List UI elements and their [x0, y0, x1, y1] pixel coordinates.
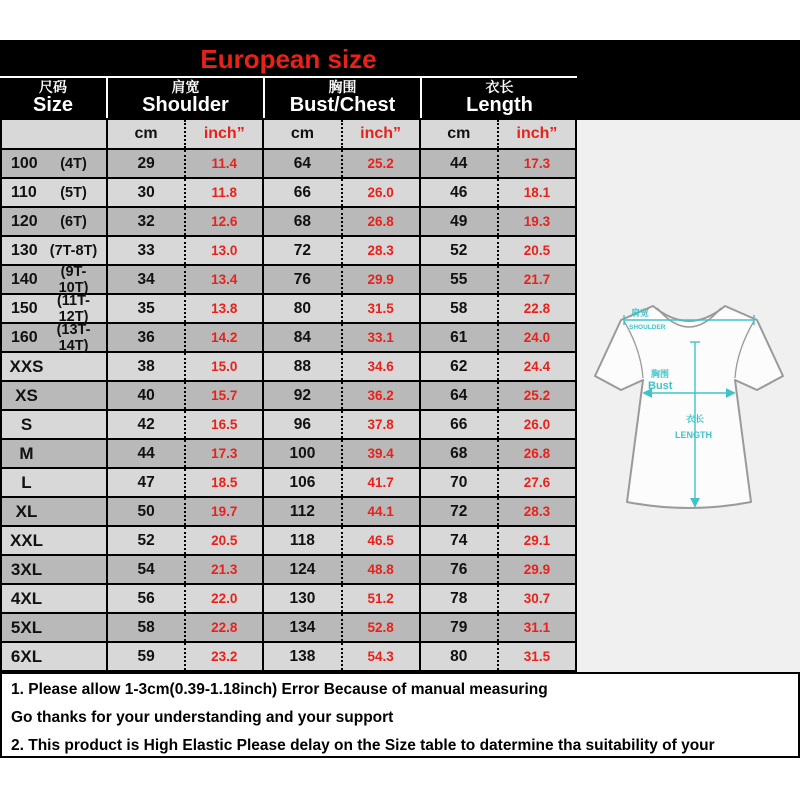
value-cell: 112: [264, 498, 342, 525]
value-cell: 96: [264, 411, 342, 438]
length-label-en: LENGTH: [675, 430, 712, 440]
value-cell: 16.5: [186, 411, 264, 438]
value-cell: 44: [421, 150, 499, 177]
table-row: [2, 321, 575, 354]
value-cell: 42: [108, 411, 186, 438]
size-age: (9T-10T): [58, 263, 89, 296]
size-label: 140: [11, 270, 38, 288]
value-cell: 26.0: [523, 417, 551, 432]
table-row: [2, 208, 575, 237]
value-cell: 58: [108, 614, 186, 641]
value-cell: 25.2: [343, 150, 421, 177]
size-cell: [2, 643, 108, 670]
value-cell: 32: [108, 208, 186, 235]
size-label: M: [19, 443, 34, 463]
bust-label-en: Bust: [648, 380, 673, 392]
value-cell: 30.7: [523, 591, 551, 606]
col-length-en: Length: [466, 94, 533, 116]
unit-shoulder-inch: inch”: [186, 120, 264, 148]
value-cell: 28.3: [523, 504, 551, 519]
value-cell: 84: [264, 324, 342, 351]
table-row: [2, 585, 575, 614]
value-cell: 40: [108, 382, 186, 409]
value-cell: 19.3: [523, 214, 551, 229]
size-cell: [2, 614, 108, 641]
value-cell: 22.8: [523, 301, 551, 316]
value-cell: 29.9: [343, 266, 421, 293]
note-line-2: Go thanks for your understanding and your support: [11, 709, 394, 726]
size-label: 110: [11, 183, 37, 201]
value-cell: 52: [108, 527, 186, 554]
value-cell: 44: [108, 440, 186, 467]
size-age: (7T-8T): [49, 242, 98, 259]
size-age: (13T-14T): [56, 321, 91, 354]
value-cell: 80: [421, 643, 499, 670]
value-cell: 47: [108, 469, 186, 496]
table-row: [2, 440, 575, 469]
value-cell: 100: [264, 440, 342, 467]
shoulder-label-en: SHOULDER: [629, 324, 666, 331]
value-cell: 31.1: [523, 620, 551, 635]
value-cell: 51.2: [343, 585, 421, 612]
value-cell: 33: [108, 237, 186, 264]
size-cell: [2, 556, 108, 583]
value-cell: 64: [264, 150, 342, 177]
col-size-cn: 尺码: [39, 79, 67, 95]
size-label: 3XL: [10, 559, 43, 579]
bust-label-cn: 胸围: [651, 369, 670, 379]
value-cell: 31.5: [343, 295, 421, 322]
value-cell: 66: [421, 411, 499, 438]
value-cell: 48.8: [343, 556, 421, 583]
value-cell: 18.5: [186, 469, 264, 496]
value-cell: 11.4: [186, 150, 264, 177]
value-cell: 92: [264, 382, 342, 409]
value-cell: 138: [264, 643, 342, 670]
table-row: [2, 469, 575, 498]
value-cell: 13.0: [186, 237, 264, 264]
size-cell: [2, 292, 108, 325]
value-cell: 106: [264, 469, 342, 496]
size-table-body: [2, 150, 575, 672]
note-line-3: 2. This product is High Elastic Please delay on the Size table to datermine tha suitability of your: [11, 737, 715, 754]
col-shoulder-en: Shoulder: [142, 94, 229, 116]
value-cell: 26.0: [343, 179, 421, 206]
value-cell: 64: [421, 382, 499, 409]
col-header-shoulder: [108, 78, 265, 118]
col-length-cn: 衣长: [485, 79, 514, 95]
value-cell: 66: [264, 179, 342, 206]
value-cell: 130: [264, 585, 342, 612]
size-cell: [2, 527, 108, 554]
value-cell: 27.6: [523, 475, 551, 490]
value-cell: 20.5: [186, 527, 264, 554]
value-cell: 36: [108, 324, 186, 351]
size-label: XXS: [9, 356, 44, 376]
value-cell: 11.8: [186, 179, 264, 206]
value-cell: 22.8: [186, 614, 264, 641]
value-cell: 76: [421, 556, 499, 583]
table-row: [2, 179, 575, 208]
value-cell: 74: [421, 527, 499, 554]
value-cell: 62: [421, 353, 499, 380]
size-age: (11T-12T): [56, 292, 91, 325]
value-cell: 12.6: [186, 208, 264, 235]
value-cell: 68: [421, 440, 499, 467]
table-row: [2, 382, 575, 411]
diagram-panel: [577, 120, 800, 672]
value-cell: 15.0: [186, 353, 264, 380]
value-cell: 30: [108, 179, 186, 206]
value-cell: 52.8: [343, 614, 421, 641]
unit-length-inch: inch”: [516, 125, 558, 142]
value-cell: 15.7: [186, 382, 264, 409]
value-cell: 61: [421, 324, 499, 351]
table-row: [2, 292, 575, 325]
page-title: European size: [0, 40, 577, 78]
size-cell: [2, 321, 108, 354]
value-cell: 54: [108, 556, 186, 583]
length-label-cn: 衣长: [686, 414, 705, 424]
tshirt-outline: [595, 306, 783, 508]
table-row: [2, 411, 575, 440]
value-cell: 72: [421, 498, 499, 525]
value-cell: 118: [264, 527, 342, 554]
unit-shoulder-cm: cm: [108, 120, 186, 148]
size-cell: [2, 411, 108, 438]
size-label: 150: [11, 299, 38, 317]
size-cell: [2, 179, 108, 206]
table-row: [2, 237, 575, 266]
unit-bust-cm: cm: [264, 120, 342, 148]
value-cell: 24.4: [523, 359, 551, 374]
value-cell: 24.0: [523, 330, 551, 345]
value-cell: 35: [108, 295, 186, 322]
value-cell: 31.5: [523, 649, 551, 664]
value-cell: 50: [108, 498, 186, 525]
value-cell: 88: [264, 353, 342, 380]
table-row: [2, 263, 575, 296]
size-age: (6T): [60, 213, 87, 230]
units-row: [2, 120, 575, 150]
column-headers: [0, 78, 577, 118]
value-cell: 46.5: [343, 527, 421, 554]
size-label: XXL: [9, 530, 44, 550]
size-cell: [2, 208, 108, 235]
size-cell: [2, 382, 108, 409]
value-cell: 68: [264, 208, 342, 235]
size-cell: [2, 150, 108, 177]
size-cell: [2, 585, 108, 612]
table-row: [2, 353, 575, 382]
value-cell: 55: [421, 266, 499, 293]
size-cell: [2, 237, 108, 264]
value-cell: 28.3: [343, 237, 421, 264]
size-cell: [2, 263, 108, 296]
col-header-length: [422, 78, 577, 118]
value-cell: 78: [421, 585, 499, 612]
value-cell: 80: [264, 295, 342, 322]
table-row: [2, 150, 575, 179]
value-cell: 44.1: [343, 498, 421, 525]
value-cell: 34.6: [343, 353, 421, 380]
value-cell: 38: [108, 353, 186, 380]
value-cell: 29.1: [523, 533, 551, 548]
col-header-size: [0, 78, 108, 118]
tshirt-diagram: [591, 290, 787, 514]
size-label: 120: [11, 212, 38, 230]
value-cell: 25.2: [523, 388, 551, 403]
size-label: XL: [15, 501, 38, 521]
size-cell: [2, 498, 108, 525]
value-cell: 29.9: [523, 562, 551, 577]
unit-bust-inch: inch”: [343, 120, 421, 148]
size-age: (5T): [60, 184, 87, 201]
size-table: [0, 120, 577, 672]
units-size-cell: [2, 120, 108, 148]
table-row: [2, 643, 575, 672]
value-cell: 72: [264, 237, 342, 264]
col-header-bust: [265, 78, 422, 118]
value-cell: 124: [264, 556, 342, 583]
unit-length-cm: cm: [421, 120, 499, 148]
value-cell: 17.3: [186, 440, 264, 467]
value-cell: 39.4: [343, 440, 421, 467]
value-cell: 19.7: [186, 498, 264, 525]
value-cell: 29: [108, 150, 186, 177]
value-cell: 41.7: [343, 469, 421, 496]
value-cell: 52: [421, 237, 499, 264]
table-row: [2, 498, 575, 527]
size-cell: [2, 440, 108, 467]
value-cell: 26.8: [343, 208, 421, 235]
size-label: 130: [11, 241, 38, 259]
table-row: [2, 614, 575, 643]
value-cell: 46: [421, 179, 499, 206]
value-cell: 134: [264, 614, 342, 641]
value-cell: 76: [264, 266, 342, 293]
notes-box: [0, 672, 800, 758]
value-cell: 18.1: [523, 185, 551, 200]
note-line-1: 1. Please allow 1-3cm(0.39-1.18inch) Error Because of manual measuring: [11, 681, 548, 698]
value-cell: 34: [108, 266, 186, 293]
value-cell: 70: [421, 469, 499, 496]
value-cell: 21.3: [186, 556, 264, 583]
col-shoulder-cn: 肩宽: [171, 79, 200, 95]
value-cell: 21.7: [523, 272, 551, 287]
value-cell: 13.4: [186, 266, 264, 293]
value-cell: 49: [421, 208, 499, 235]
size-label: 6XL: [10, 646, 43, 666]
size-label: 4XL: [10, 588, 43, 608]
value-cell: 37.8: [343, 411, 421, 438]
col-size-en: Size: [32, 94, 74, 116]
table-row: [2, 527, 575, 556]
value-cell: 59: [108, 643, 186, 670]
header-band: [0, 40, 800, 120]
table-row: [2, 556, 575, 585]
size-label: XS: [15, 385, 38, 405]
value-cell: 36.2: [343, 382, 421, 409]
value-cell: 13.8: [186, 295, 264, 322]
size-label: L: [21, 472, 32, 492]
value-cell: 56: [108, 585, 186, 612]
size-label: 100: [11, 154, 38, 172]
value-cell: 20.5: [523, 243, 551, 258]
value-cell: 26.8: [523, 446, 551, 461]
size-label: S: [20, 414, 33, 434]
col-bust-en: Bust/Chest: [289, 94, 396, 116]
size-cell: [2, 469, 108, 496]
size-age: (4T): [60, 155, 87, 172]
value-cell: 17.3: [523, 156, 551, 171]
col-bust-cn: 胸围: [328, 79, 357, 95]
value-cell: 54.3: [343, 643, 421, 670]
value-cell: 22.0: [186, 585, 264, 612]
value-cell: 33.1: [343, 324, 421, 351]
value-cell: 14.2: [186, 324, 264, 351]
size-label: 160: [11, 328, 38, 346]
value-cell: 23.2: [186, 643, 264, 670]
value-cell: 58: [421, 295, 499, 322]
shoulder-label-cn: 肩宽: [631, 308, 650, 318]
value-cell: 79: [421, 614, 499, 641]
size-label: 5XL: [10, 617, 43, 637]
size-cell: [2, 353, 108, 380]
